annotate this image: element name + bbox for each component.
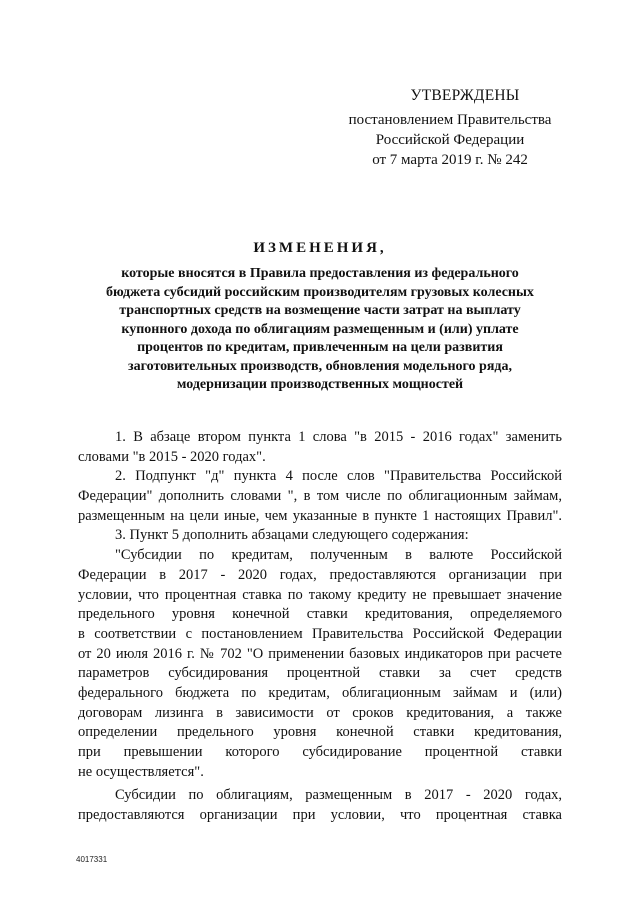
paragraph-2-line: 2. Подпункт "д" пункта 4 после слов "Правительства Российской [115, 468, 562, 485]
subheading-line: бюджета субсидий российским производителям грузовых колесных [106, 284, 534, 300]
document-id: 4017331 [76, 855, 108, 864]
approval-block [330, 86, 570, 170]
quote-paragraph-line: не осуществляется". [78, 763, 204, 780]
approval-line: постановлением Правительства [348, 112, 552, 128]
paragraph-2-line: Федерации" дополнить словами ", в том числе по облигационным займам, [78, 488, 562, 505]
quote-paragraph-line: определении предельного уровня конечной ставки кредитования, [78, 724, 562, 741]
document-body [78, 428, 562, 826]
approval-line: от 7 марта 2019 г. № 242 [372, 152, 528, 168]
quote-paragraph-line: предельного уровня конечной ставки кредитования, определяемого [78, 606, 562, 623]
approval-title: УТВЕРЖДЕНЫ [410, 87, 520, 104]
bond-paragraph-line: Субсидии по облигациям, размещенным в 2017 - 2020 годах, [115, 787, 562, 804]
subheading-line: купонного дохода по облигациям размещенным и (или) уплате [121, 321, 519, 337]
subheading-line: транспортных средств на возмещение части затрат на выплату [119, 303, 521, 318]
bond-paragraph-line: предоставляются организации при условии, что процентная ставка [78, 807, 562, 824]
paragraph-1-line: словами "в 2015 - 2020 годах". [78, 448, 266, 465]
quote-paragraph-line: федерального бюджета по кредитам, облигационным займам и (или) [78, 684, 562, 701]
quote-paragraph-line: параметров субсидирования процентной ставки за счет средств [78, 665, 562, 682]
subheading-line: процентов по кредитам, привлеченным на цели развития [137, 340, 503, 355]
quote-paragraph-line: при превышении которого субсидирование процентной ставки [78, 744, 562, 760]
quote-paragraph-line: договорам лизинга в зависимости от сроков кредитования, а также [78, 704, 562, 721]
paragraph-2-line: размещенным на цели иные, чем указанные в пункте 1 настоящих Правил". [78, 507, 562, 524]
paragraph-1-line: 1. В абзаце втором пункта 1 слова "в 2015 - 2016 годах" заменить [115, 429, 562, 445]
subheading-line: которые вносятся в Правила предоставления из федерального [121, 266, 519, 281]
document-heading: ИЗМЕНЕНИЯ, [253, 240, 387, 256]
quote-paragraph-line: "Субсидии по кредитам, полученным в валюте Российской [115, 547, 562, 564]
quote-paragraph-line: от 20 июля 2016 г. № 702 "О применении базовых индикаторов при расчете [78, 645, 562, 662]
quote-paragraph-line: условии, что процентная ставка по такому кредиту не превышает значение [78, 586, 562, 603]
subheading-line: заготовительных производств, обновления модельного ряда, [128, 358, 512, 374]
approval-line: Российской Федерации [375, 132, 525, 148]
quote-paragraph-line: Федерации в 2017 - 2020 годах, предоставляются организации при [78, 566, 562, 583]
subheading-line: модернизации производственных мощностей [176, 377, 464, 392]
document-subheading [78, 265, 562, 395]
paragraph-3-line: 3. Пункт 5 дополнить абзацами следующего содержания: [115, 527, 469, 544]
quote-paragraph-line: в соответствии с постановлением Правительства Российской Федерации [78, 625, 562, 642]
